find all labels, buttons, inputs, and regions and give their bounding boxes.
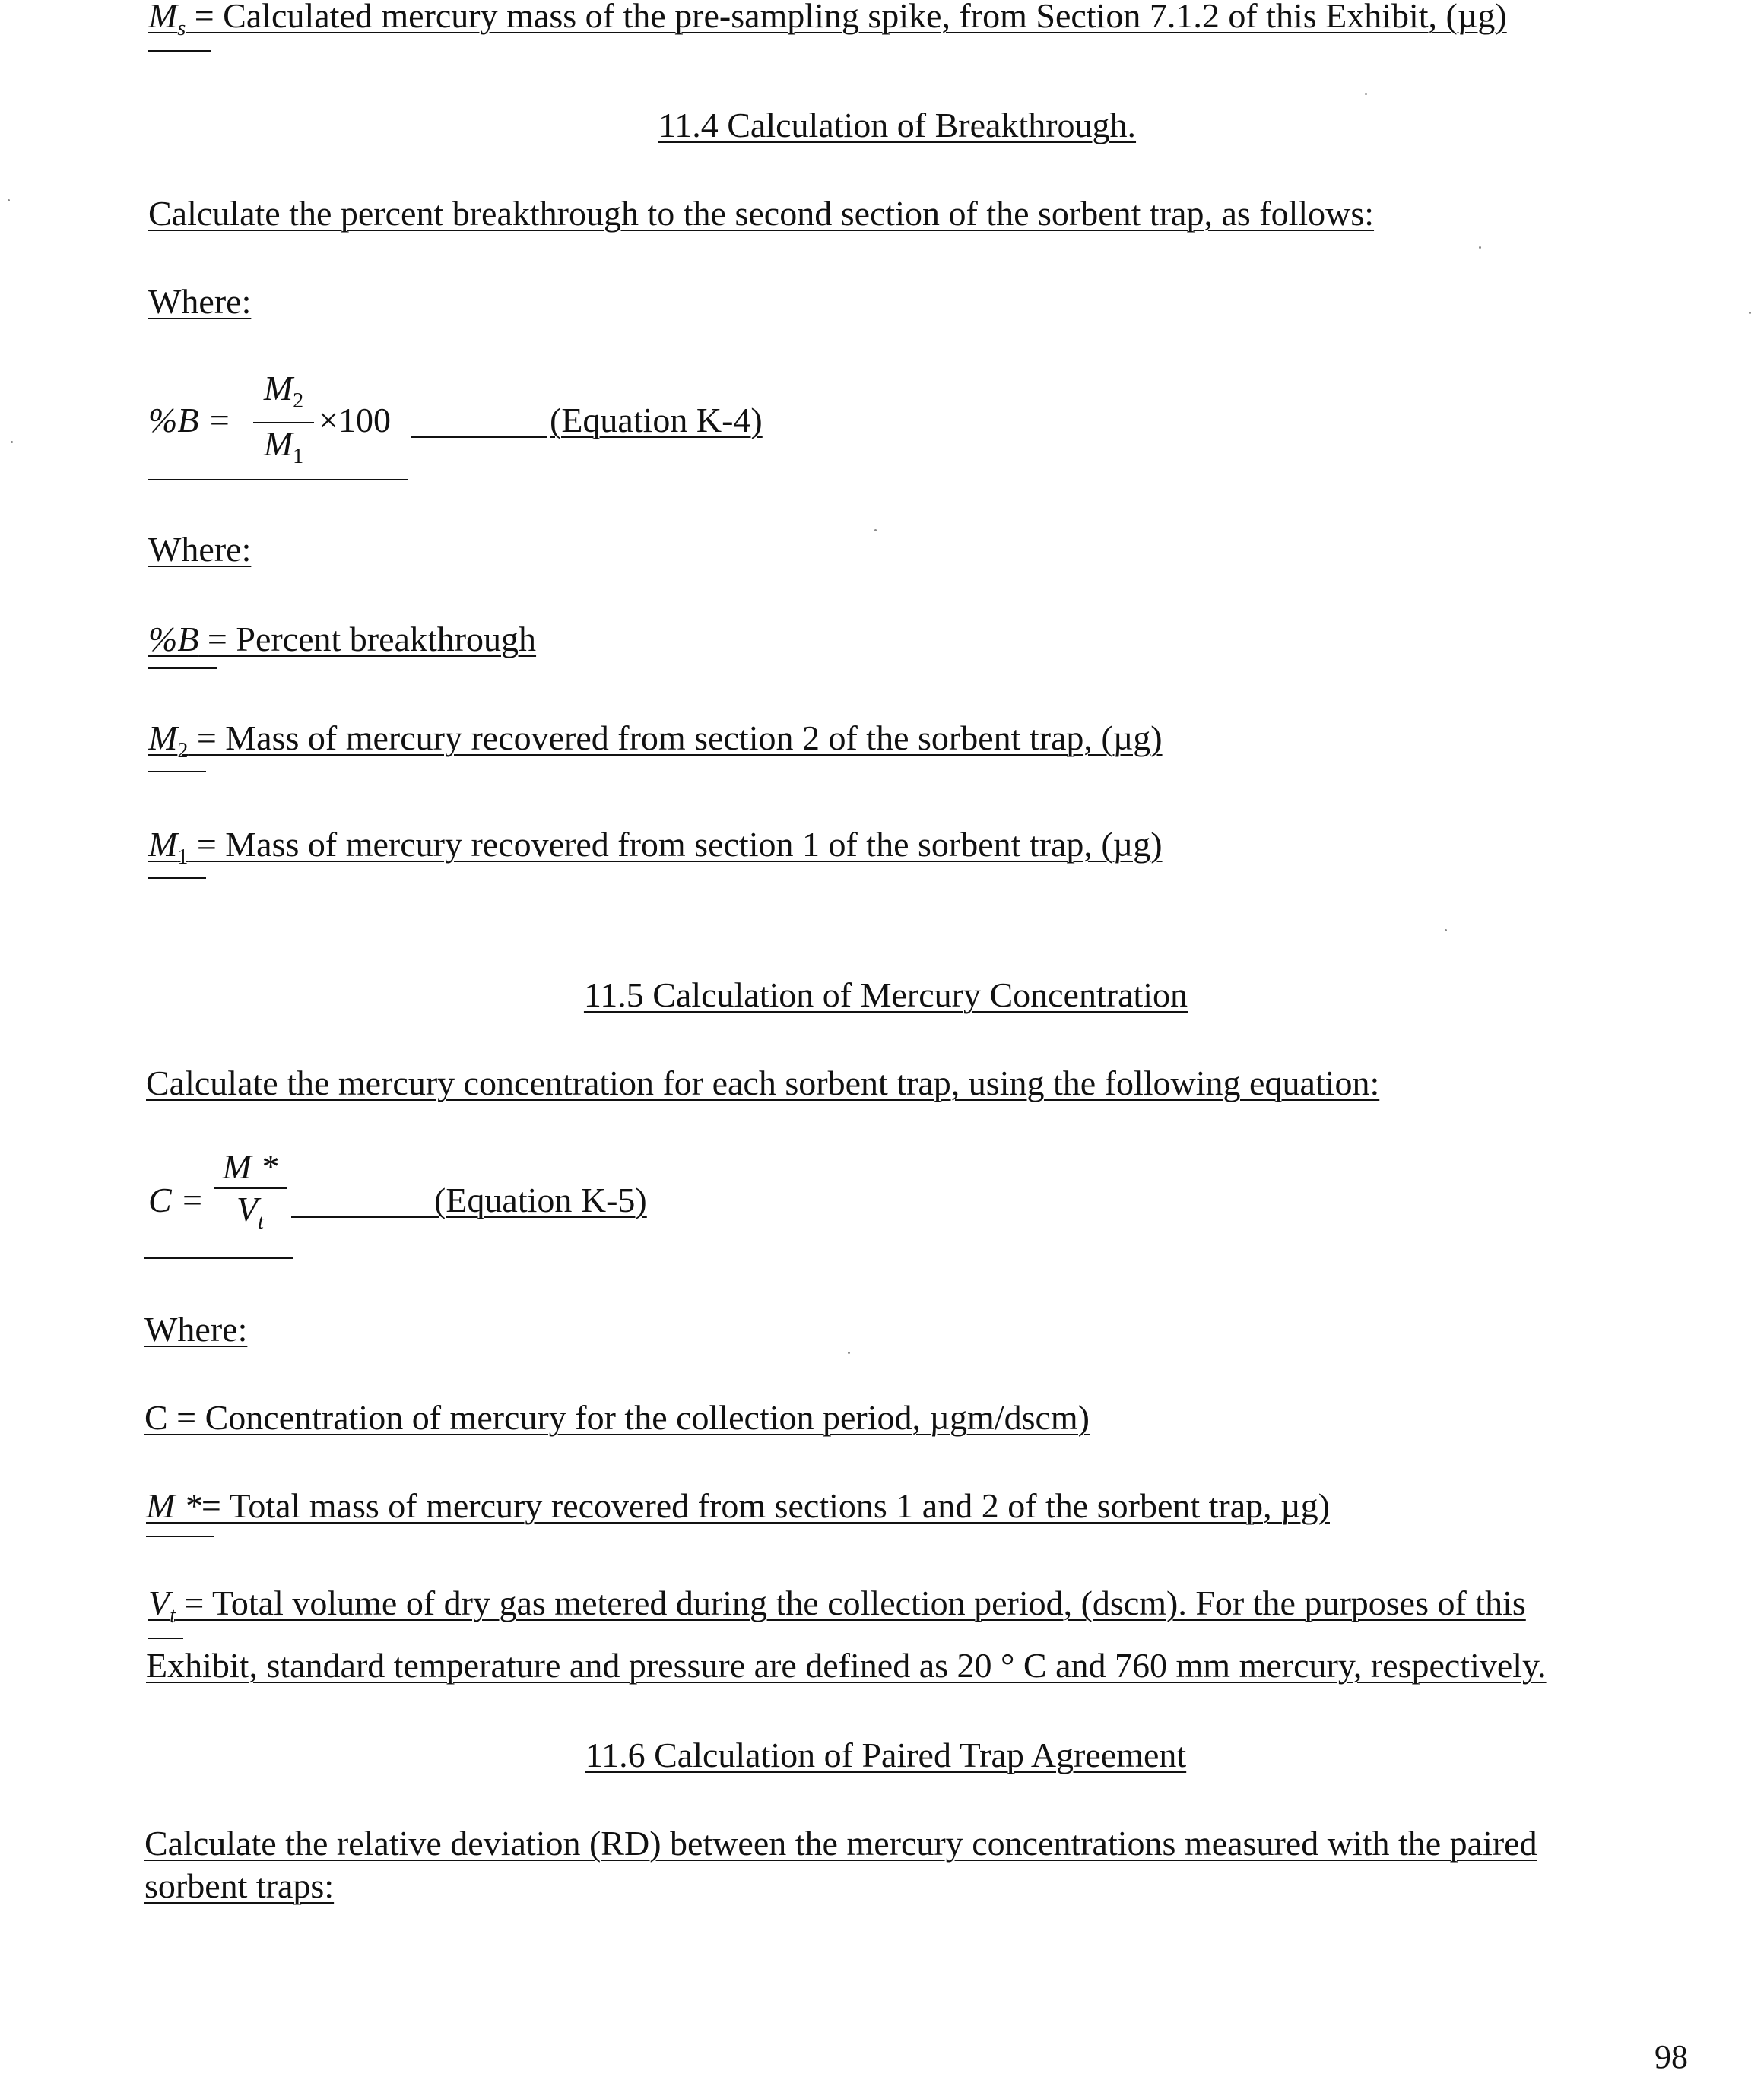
- section-11-6-heading: [0, 1735, 1764, 1776]
- def-vt-symbol: V: [148, 1584, 170, 1622]
- def-m-star-text: = Total mass of mercury recovered from sections 1 and 2 of the sorbent trap, µg): [201, 1486, 1330, 1525]
- where-label-2: Where:: [148, 530, 252, 569]
- def-percent-b-symbol: %B: [148, 620, 199, 658]
- scan-speck: [1749, 312, 1751, 314]
- symbol-rule: [148, 667, 217, 669]
- eq-k5-fraction-bar: [214, 1187, 287, 1189]
- section-11-6-intro-line-2: sorbent traps:: [144, 1866, 335, 1905]
- section-11-5-intro: Calculate the mercury concentration for each sorbent trap, using the following equation:: [146, 1064, 1380, 1102]
- eq-k4-numerator: M: [263, 369, 293, 407]
- def-m2-text: = Mass of mercury recovered from section 2 of the sorbent trap, (µg): [188, 718, 1163, 757]
- definition-vt-continuation: Exhibit, standard temperature and pressure are defined as 20 ° C and 760 mm mercury, respectively.: [146, 1646, 1547, 1685]
- eq-k5-denominator: V: [236, 1190, 259, 1229]
- equation-k4: [148, 369, 817, 476]
- equation-k5: [148, 1148, 696, 1254]
- section-11-4-heading: [0, 105, 1764, 146]
- definition-m1: [148, 824, 1163, 878]
- eq-k4-lhs: %B =: [148, 401, 231, 439]
- def-percent-b-text: = Percent breakthrough: [198, 620, 537, 658]
- ms-definition: [148, 0, 1507, 49]
- definition-vt: [148, 1583, 1526, 1637]
- scan-speck: [1365, 93, 1367, 95]
- scan-speck: [1445, 929, 1447, 931]
- scan-speck: [848, 1352, 850, 1354]
- definition-m-star: [146, 1485, 1330, 1527]
- eq-k5-leader-rule: [291, 1216, 436, 1218]
- def-m1-text: = Mass of mercury recovered from section 1 of the sorbent trap, (µg): [188, 825, 1163, 864]
- def-vt-sub: t: [170, 1604, 176, 1628]
- eq-k4-fraction-bar: [253, 422, 314, 423]
- scan-speck: [1479, 246, 1481, 249]
- def-m1-sub: 1: [177, 845, 189, 869]
- def-vt-text: = Total volume of dry gas metered during the collection period, (dscm). For the purposes of this: [175, 1584, 1526, 1622]
- symbol-rule: [148, 50, 211, 52]
- eq-k5-numerator: M *: [222, 1147, 278, 1186]
- symbol-rule: [146, 1536, 214, 1537]
- symbol-rule: [148, 771, 206, 772]
- eq-k4-underrule: [148, 479, 408, 480]
- page-number: 98: [1655, 2038, 1688, 2075]
- def-m2-sub: 2: [177, 739, 189, 763]
- def-m-star-symbol: M *: [146, 1486, 201, 1525]
- def-c-text: C = Concentration of mercury for the collection period, µgm/dscm): [144, 1398, 1090, 1437]
- ms-symbol: M: [148, 0, 178, 35]
- eq-k4-multiplier: ×100: [319, 401, 391, 439]
- def-m2-symbol: M: [148, 718, 178, 757]
- eq-k5-lhs: C =: [148, 1181, 205, 1219]
- eq-k4-leader-rule: [411, 436, 547, 438]
- definition-percent-b: [148, 619, 536, 660]
- scan-speck: [8, 199, 10, 201]
- eq-k4-numerator-sub: 2: [293, 389, 304, 413]
- ms-symbol-sub: s: [177, 17, 186, 40]
- section-11-6-intro-line-1: Calculate the relative deviation (RD) between the mercury concentrations measured with the paired: [144, 1824, 1537, 1863]
- where-label-1: Where:: [148, 282, 252, 321]
- eq-k4-denominator: M: [263, 424, 293, 463]
- ms-definition-text: = Calculated mercury mass of the pre-sampling spike, from Section 7.1.2 of this Exhibit, (µg): [186, 0, 1507, 35]
- eq-k5-denominator-sub: t: [258, 1210, 264, 1234]
- eq-k4-fraction: [253, 369, 314, 476]
- scan-speck: [11, 441, 13, 443]
- eq-k4-denominator-sub: 1: [293, 445, 304, 468]
- symbol-rule: [148, 877, 206, 879]
- scan-speck: [874, 529, 877, 531]
- section-11-6-heading-text: 11.6 Calculation of Paired Trap Agreement: [585, 1736, 1187, 1774]
- where-label-3: Where:: [144, 1310, 248, 1349]
- eq-k4-label: (Equation K-4): [550, 401, 763, 439]
- symbol-rule: [148, 1638, 183, 1639]
- definition-c: [144, 1397, 1090, 1438]
- eq-k5-fraction: [214, 1148, 287, 1241]
- section-11-5-heading-text: 11.5 Calculation of Mercury Concentration: [583, 975, 1188, 1014]
- eq-k5-label: (Equation K-5): [434, 1181, 647, 1219]
- section-11-4-heading-text: 11.4 Calculation of Breakthrough.: [658, 106, 1137, 144]
- definition-m2: [148, 718, 1163, 772]
- section-11-5-heading: [0, 975, 1764, 1016]
- def-m1-symbol: M: [148, 825, 178, 864]
- section-11-4-intro: Calculate the percent breakthrough to the second section of the sorbent trap, as follows:: [148, 194, 1375, 233]
- eq-k5-underrule: [144, 1257, 293, 1259]
